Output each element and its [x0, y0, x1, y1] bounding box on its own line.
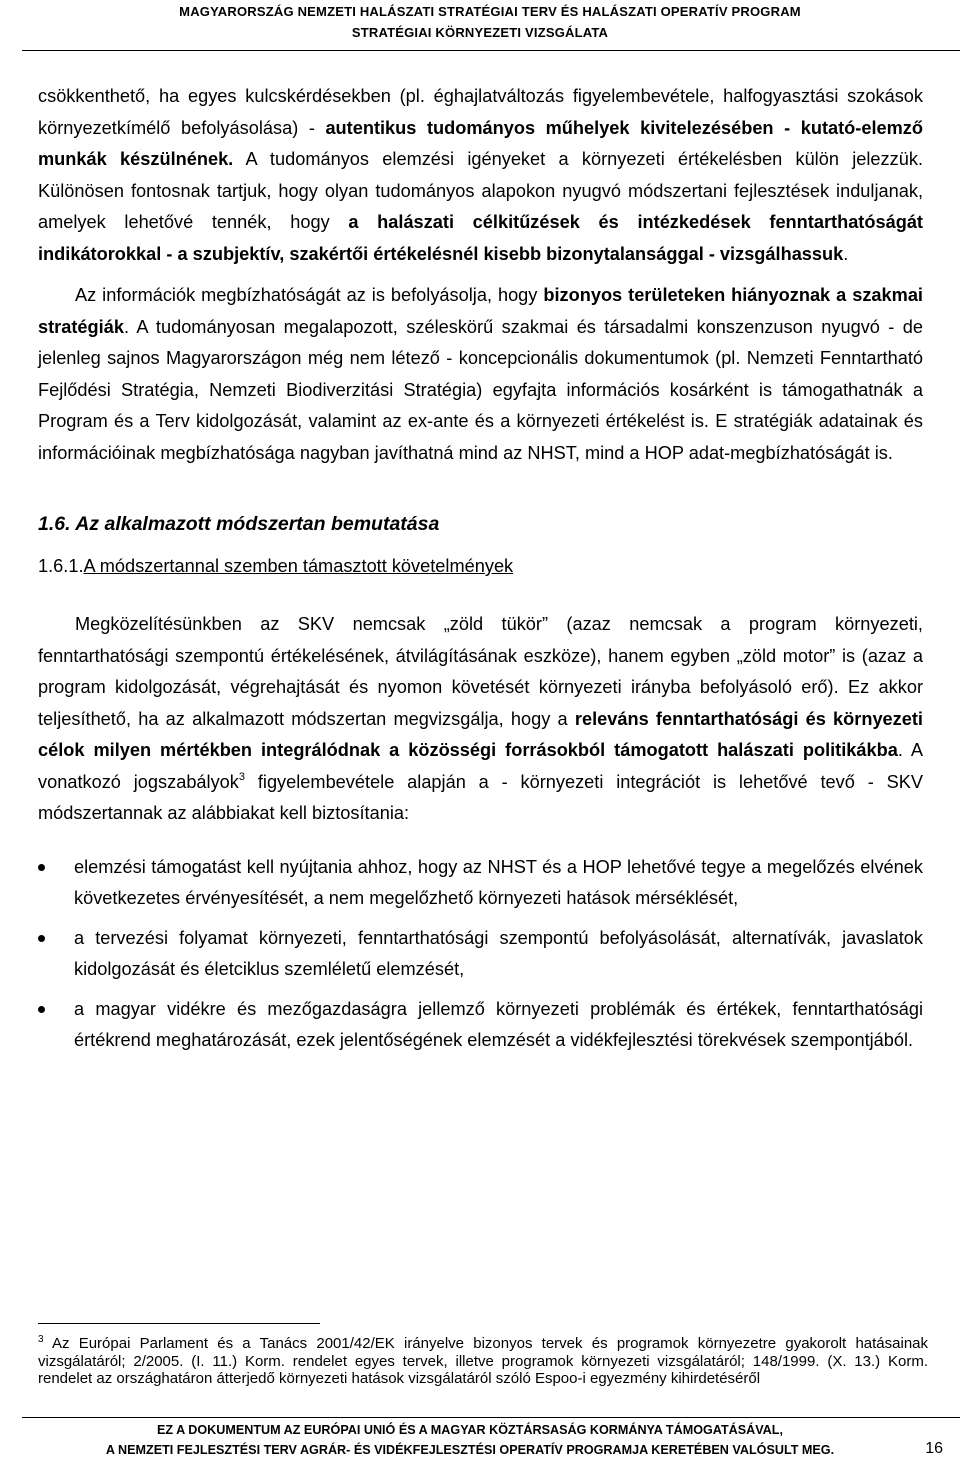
- list-item-text: elemzési támogatást kell nyújtania ahhoz, hogy az NHST és a HOP lehetővé tegye a megelőzés elvének következetes érvényesítését, a nem megelőzhető környezeti hatások mérséklését,: [74, 856, 923, 908]
- p1-bold-run: a halászati célkitűzések és intézkedések fenntarthatóságát indikátorokkal - a szubjektív, szakértői értékelésnél kisebb bizonytalansággal - vizsgálhassuk: [38, 212, 923, 264]
- header-divider: [22, 50, 960, 51]
- page-header: [0, 0, 960, 43]
- p1-run: csökkenthető, ha egyes kulcskérdésekben (pl. éghajlatváltozás figyelembevétele, halfogyasztási szokások környezetkímélő befolyásolása) -: [38, 86, 923, 138]
- paragraph-3: [38, 609, 923, 830]
- list-item: [38, 852, 923, 915]
- p1-run: .: [843, 243, 849, 264]
- section-heading: 1.6. Az alkalmazott módszertan bemutatása: [38, 513, 440, 535]
- footnote-mark: 3: [38, 1334, 44, 1345]
- p3-run: Megközelítésünkben az SKV nemcsak „zöld tükör” (azaz nemcsak a program környezeti, fenntarthatósági szempontú értékelésének, átvilágításának eszköze), hanem egyben „zöld motor” is (azaz a program kidolgozását, végrehajtását és nyomon követését környezeti irányba befolyásoló erő). Ez akkor teljesíthető, ha az alkalmazott módszertan megvizsgálja, hogy a: [38, 614, 923, 729]
- p1-run: A tudományos elemzési igényeket a környezeti értékelésben külön jelezzük. Különösen fontosnak tartjuk, hogy olyan tudományos alapokon nyugvó módszertani fejlesztések induljanak, amelyek lehetővé tennék, hogy: [38, 149, 923, 232]
- list-item-text: a tervezési folyamat környezeti, fenntarthatósági szempontú befolyásolását, alternatívák, javaslatok kidolgozását és életciklus szemléletű elemzését,: [74, 927, 923, 979]
- p2-bold-run: bizonyos területeken hiányoznak a szakmai stratégiák: [38, 285, 923, 337]
- footer-line1: EZ A DOKUMENTUM AZ EURÓPAI UNIÓ ÉS A MAGYAR KÖZTÁRSASÁG KORMÁNYA TÁMOGATÁSÁVAL,: [157, 1423, 783, 1437]
- list-item-text: a magyar vidékre és mezőgazdaságra jellemző környezeti problémák és értékek, fenntarthatósági értékrend meghatározását, ezek jelentőségének elemzését a vidékfejlesztési törekvések szempontjából.: [74, 998, 923, 1050]
- p3-run: . A vonatkozó jogszabályok: [38, 740, 923, 792]
- subsection-heading: [38, 551, 923, 581]
- subsection-title: A módszertannal szemben támasztott követelmények: [83, 556, 514, 576]
- document-body: [38, 81, 923, 1065]
- bullet-icon: [38, 935, 45, 942]
- footnote-reference[interactable]: 3: [238, 770, 246, 783]
- p2-run: . A tudományosan megalapozott, széleskörű szakmai és társadalmi konszenzuson nyugvó - de jelenleg sajnos Magyarországon még nem létező - koncepcionális dokumentumok (pl. Nemzeti Fenntartható Fejlődési Stratégia, Nemzeti Biodiverzitási Stratégia) egyfajta információs kosárként is támogathatnák a Program és a Terv kidolgozását, valamint az ex-ante és a környezeti értékelést is. E stratégiák adatainak és információinak megbízhatósága nagyban javíthatná mind az NHST, mind a HOP adat-megbízhatóságát is.: [38, 316, 923, 463]
- footnote: [38, 1335, 928, 1388]
- p3-run: figyelembevétele alapján a - környezeti integrációt is lehetővé tevő - SKV módszertannak az alábbiakat kell biztosítania:: [38, 771, 923, 823]
- footnote-divider: [38, 1323, 320, 1324]
- page-number: 16: [925, 1440, 943, 1457]
- subsection-number: 1.6.1.: [38, 556, 84, 576]
- page-footer: [20, 1420, 920, 1460]
- p1-bold-run: autentikus tudományos műhelyek kivitelezésében - kutató-elemző munkák készülnének.: [38, 117, 923, 169]
- bullet-icon: [38, 864, 45, 871]
- paragraph-2: [38, 280, 923, 469]
- p3-bold-run: releváns fenntarthatósági és környezeti célok milyen mértékben integrálódnak a közösségi forrásokból támogatott halászati politikákba: [38, 708, 923, 760]
- footnote-text: Az Európai Parlament és a Tanács 2001/42/EK irányelve bizonyos tervek és programok környezetre gyakorolt hatásainak vizsgálatáról; 2/2005. (I. 11.) Korm. rendelet egyes tervek, illetve programok környezeti vizsgálatáról; 148/1999. (X. 13.) Korm. rendelet az országhatáron átterjedő környezeti hatások vizsgálatáról szóló Espoo-i egyezmény kihirdetéséről: [38, 1335, 928, 1387]
- bullet-icon: [38, 1006, 45, 1013]
- paragraph-1: [38, 81, 923, 270]
- header-title-line1: MAGYARORSZÁG NEMZETI HALÁSZATI STRATÉGIAI TERV ÉS HALÁSZATI OPERATÍV PROGRAM: [179, 4, 801, 19]
- header-title-line2: STRATÉGIAI KÖRNYEZETI VIZSGÁLATA: [351, 25, 609, 40]
- p2-run: Az információk megbízhatóságát az is befolyásolja, hogy: [75, 285, 544, 305]
- footer-line2: A NEMZETI FEJLESZTÉSI TERV AGRÁR- ÉS VIDÉKFEJLESZTÉSI OPERATÍV PROGRAMJA KERETÉBEN VALÓSULT MEG.: [105, 1443, 835, 1457]
- footer-divider: [22, 1417, 960, 1418]
- list-item: [38, 923, 923, 986]
- requirements-list: [38, 852, 923, 1057]
- list-item: [38, 994, 923, 1057]
